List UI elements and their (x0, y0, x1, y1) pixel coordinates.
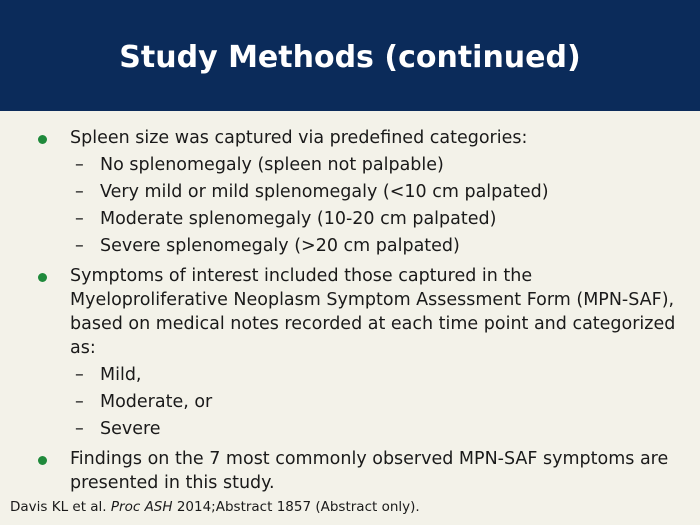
slide-content (38, 126, 678, 497)
sub-item-text: Severe splenomegaly (>20 cm palpated) (100, 236, 460, 256)
bullet-text: Spleen size was captured via predefined categories: (70, 128, 528, 148)
bullet-text: Findings on the 7 most commonly observed MPN-SAF symptoms are presented in this study. (70, 449, 669, 493)
sub-item-text: Moderate, or (100, 392, 213, 412)
dash-icon: – (75, 182, 84, 202)
bullet-dot-icon (38, 456, 47, 465)
sub-item-text: Mild, (100, 365, 142, 385)
dash-icon: – (75, 155, 84, 175)
sub-item (38, 234, 678, 258)
sub-item (38, 180, 678, 204)
bullet-item (38, 447, 678, 495)
sub-item (38, 390, 678, 414)
sub-item-text: Moderate splenomegaly (10-20 cm palpated) (100, 209, 497, 229)
dash-icon: – (75, 365, 84, 385)
dash-icon: – (75, 419, 84, 439)
bullet-dot-icon (38, 273, 47, 282)
sub-item (38, 153, 678, 177)
slide-title: Study Methods (continued) (119, 40, 581, 75)
dash-icon: – (75, 209, 84, 229)
sub-item-text: No splenomegaly (spleen not palpable) (100, 155, 444, 175)
sub-item-text: Severe (100, 419, 161, 439)
dash-icon: – (75, 236, 84, 256)
title-banner (0, 0, 700, 111)
bullet-dot-icon (38, 135, 47, 144)
sub-item (38, 363, 678, 387)
sub-item-text: Very mild or mild splenomegaly (<10 cm palpated) (100, 182, 549, 202)
sub-item (38, 207, 678, 231)
citation (10, 498, 420, 516)
citation-authors: Davis KL et al. (10, 499, 107, 515)
bullet-item (38, 264, 678, 360)
citation-journal: Proc ASH (110, 499, 173, 515)
sub-item (38, 417, 678, 441)
citation-details: 2014;Abstract 1857 (Abstract only). (176, 499, 420, 515)
bullet-item (38, 126, 678, 150)
bullet-text: Symptoms of interest included those captured in the Myeloproliferative Neoplasm Symptom Assessment Form (MPN-SAF), based on medical notes recorded at each time point and categorized as: (70, 266, 676, 358)
dash-icon: – (75, 392, 84, 412)
